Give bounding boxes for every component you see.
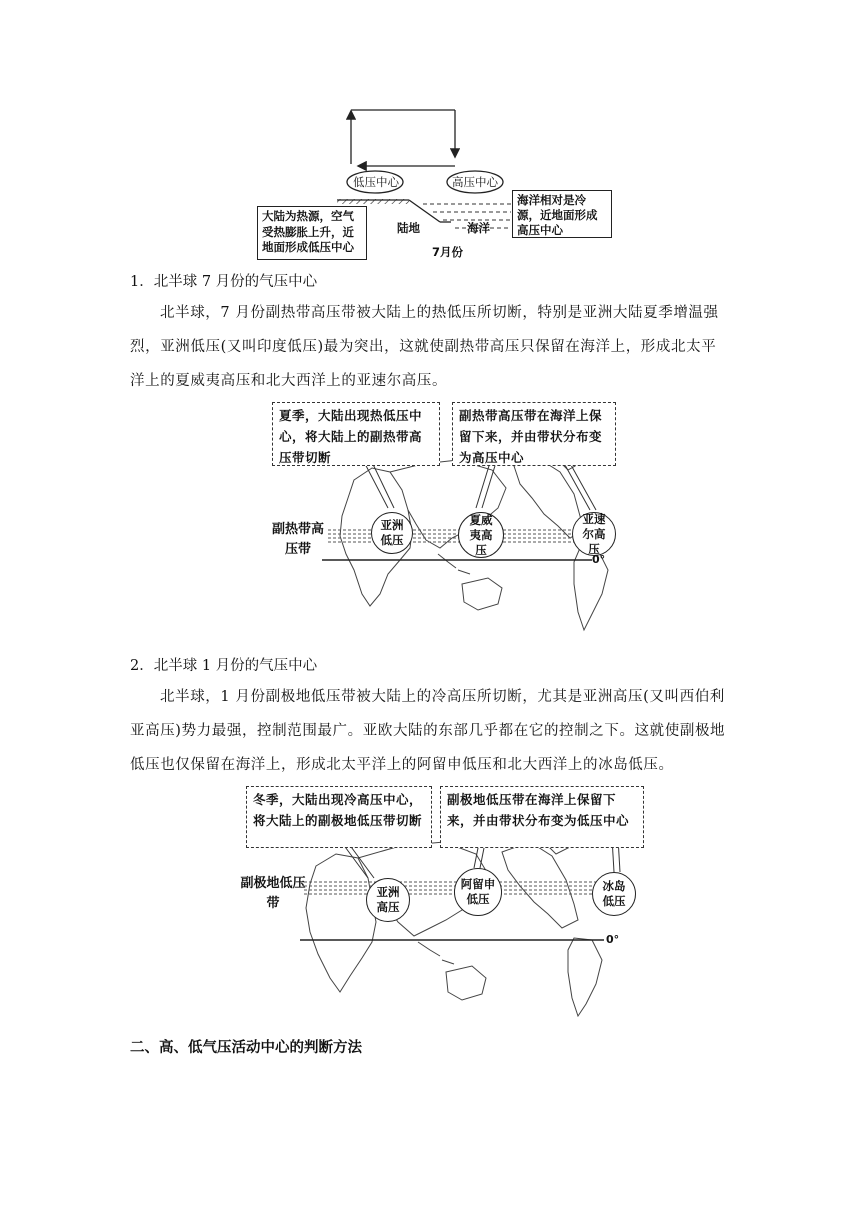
asia-high-circle: 亚洲高压 xyxy=(366,878,410,922)
asia-low-circle: 亚洲低压 xyxy=(371,512,413,554)
section3-heading: 二、高、低气压活动中心的判断方法 xyxy=(130,1040,362,1056)
iceland-low-circle: 冰岛低压 xyxy=(592,872,636,916)
january-callout-left: 冬季，大陆出现冷高压中心，将大陆上的副极地低压带切断 xyxy=(246,786,432,848)
january-equator-label: 0° xyxy=(606,933,620,946)
azores-high-circle: 亚速尔高压 xyxy=(572,512,616,556)
land-label: 陆地 xyxy=(397,221,420,235)
july-callout-right: 副热带高压带在海洋上保留下来，并由带状分布变为高压中心 xyxy=(452,402,616,466)
january-belt-label: 副极地低压带 xyxy=(240,876,306,911)
aleutian-low-circle: 阿留申低压 xyxy=(454,868,502,916)
section2-paragraph: 北半球，1 月份副极地低压带被大陆上的冷高压所切断，尤其是亚洲高压(又叫西伯利亚高压)势力最强，控制范围最广。亚欧大陆的东部几乎都在它的控制之下。这就使副极地低压也仅保留在海洋上，形成北太平洋上的阿留申低压和北大西洋上的冰岛低压。 xyxy=(130,689,726,773)
july-circulation-diagram xyxy=(255,100,615,265)
section1-heading: 1．北半球 7 月份的气压中心 xyxy=(130,274,318,290)
january-callout-right: 副极地低压带在海洋上保留下来，并由带状分布变为低压中心 xyxy=(440,786,644,848)
hawaii-high-circle: 夏威夷高压 xyxy=(458,512,504,558)
july-callout-left: 夏季，大陆出现热低压中心，将大陆上的副热带高压带切断 xyxy=(272,402,440,466)
ocean-explanation-box: 海洋相对是冷源，近地面形成高压中心 xyxy=(512,190,612,238)
july-pressure-map xyxy=(262,398,624,638)
high-center-label: 高压中心 xyxy=(452,175,498,189)
section2-heading: 2．北半球 1 月份的气压中心 xyxy=(130,658,318,674)
section1-paragraph: 北半球，7 月份副热带高压带被大陆上的热低压所切断，特别是亚洲大陆夏季增温强烈，亚洲低压(又叫印度低压)最为突出，这就使副热带高压只保留在海洋上，形成北太平洋上的夏威夷高压和北大西洋上的亚速尔高压。 xyxy=(130,305,719,389)
january-pressure-map xyxy=(240,782,650,1018)
land-explanation-box: 大陆为热源，空气受热膨胀上升，近地面形成低压中心 xyxy=(257,206,367,260)
july-equator-label: 0° xyxy=(592,553,606,566)
ocean-label: 海洋 xyxy=(467,221,490,235)
month-label: 7月份 xyxy=(432,245,464,259)
low-center-label: 低压中心 xyxy=(353,175,399,189)
july-belt-label: 副热带高压带 xyxy=(271,522,324,557)
